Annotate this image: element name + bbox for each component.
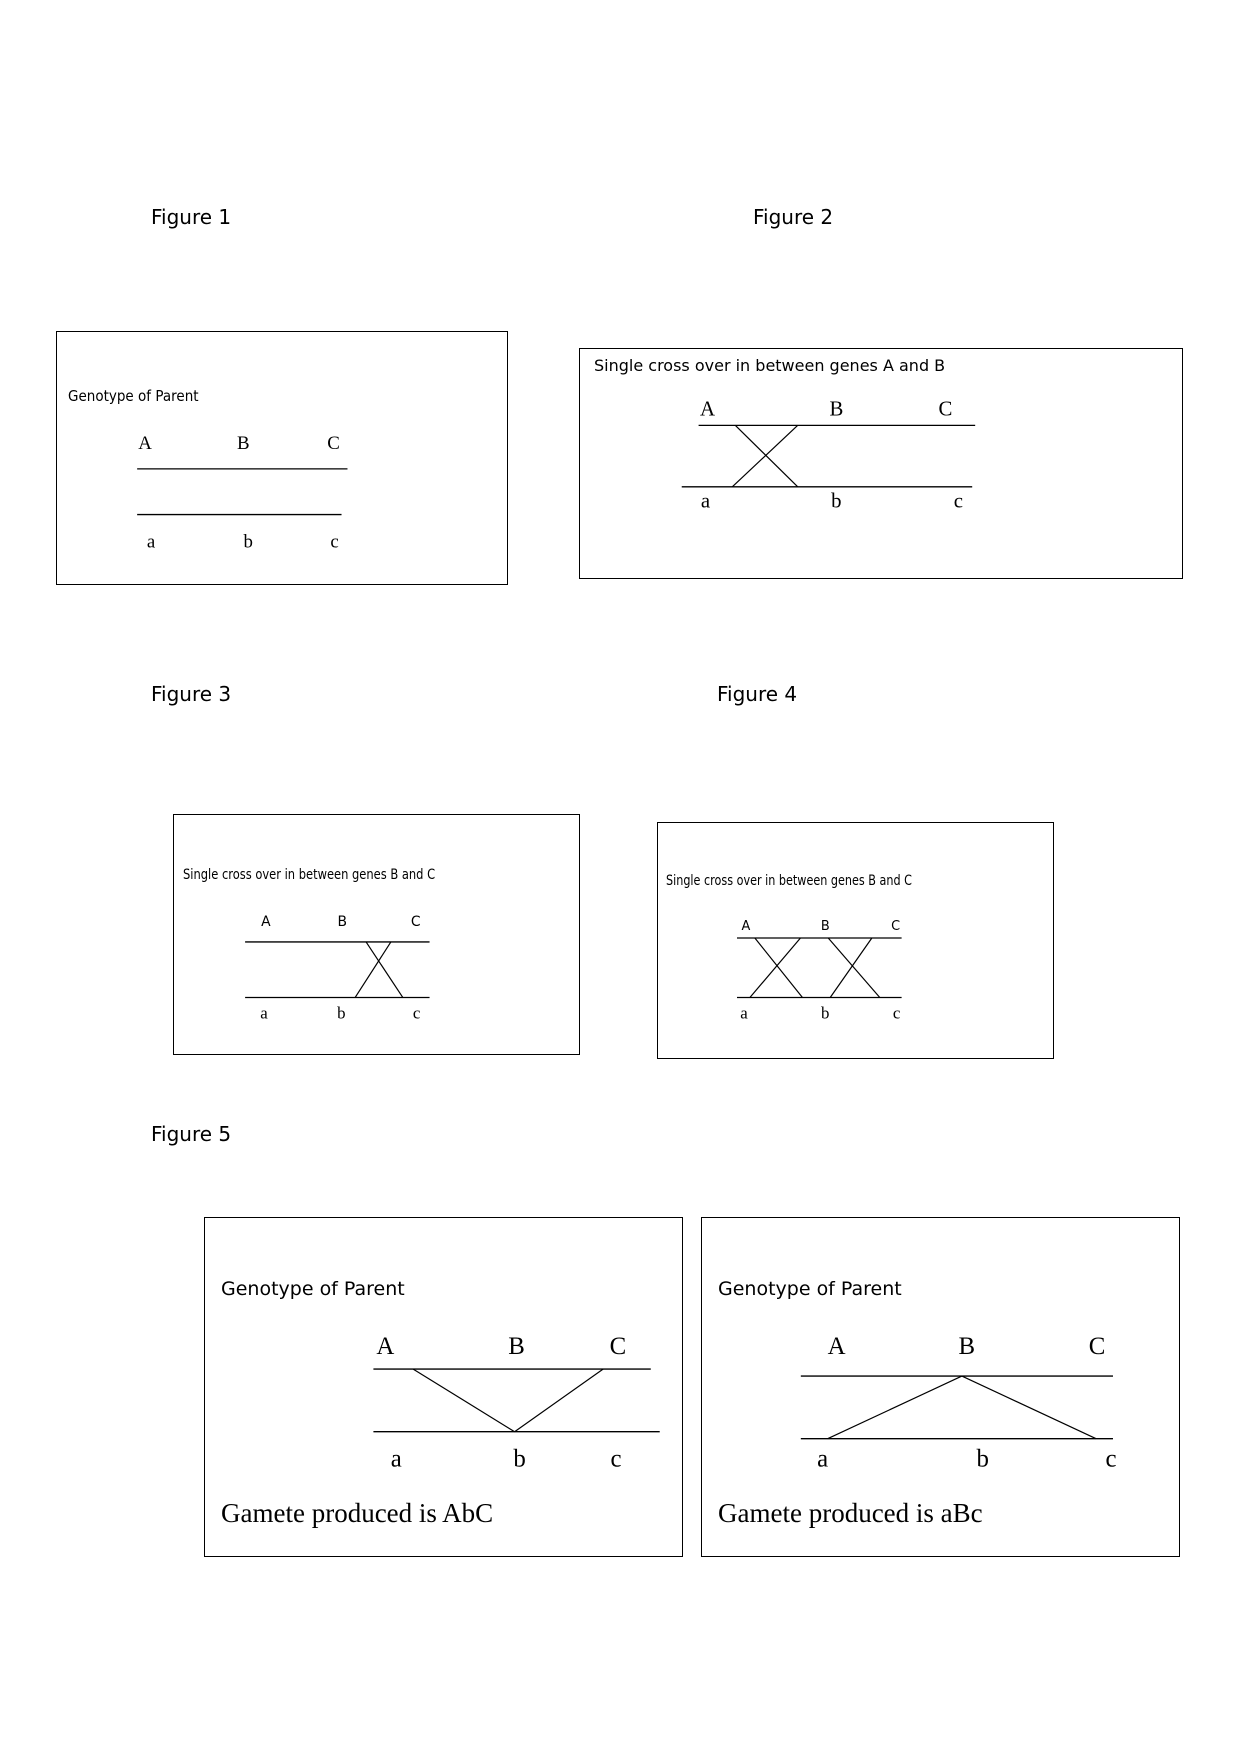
gene-label: c	[953, 488, 963, 513]
gene-label: a	[817, 1445, 829, 1473]
figure-5-right-gamete: Gamete produced is aBc	[718, 1498, 983, 1528]
gene-label: b	[513, 1445, 526, 1473]
gene-label: B	[337, 914, 348, 931]
crossover-line	[962, 1376, 1096, 1439]
crossover-line	[750, 938, 801, 997]
crossover-line	[828, 1376, 962, 1439]
figure-3-diagram	[174, 815, 579, 1054]
figure-1-diagram	[57, 332, 507, 584]
gene-label: C	[1088, 1333, 1106, 1361]
gene-label: B	[237, 433, 250, 455]
gene-label: A	[699, 396, 716, 421]
figure-2-diagram	[580, 349, 1182, 578]
figure-3-title: Single cross over in between genes B and C	[183, 867, 436, 883]
figure-3-panel	[173, 814, 580, 1055]
figure-5-left-title: Genotype of Parent	[221, 1278, 405, 1300]
gene-label: C	[938, 396, 953, 421]
figure-1-panel	[56, 331, 508, 585]
gene-label: A	[261, 914, 271, 931]
gene-label: b	[976, 1445, 989, 1473]
figure-2-title: Single cross over in between genes A and B	[594, 356, 946, 375]
crossover-line	[355, 942, 391, 998]
gene-label: B	[820, 919, 830, 935]
figure-1-title: Genotype of Parent	[68, 387, 199, 405]
gene-label: C	[891, 919, 901, 935]
gene-label: a	[146, 531, 156, 553]
crossover-line	[515, 1369, 603, 1432]
crossover-line	[413, 1369, 514, 1432]
gene-label: a	[260, 1003, 268, 1023]
gene-label: c	[412, 1003, 421, 1023]
gene-label: C	[609, 1333, 627, 1361]
figure-1-caption: Figure 1	[151, 205, 232, 229]
gene-label: C	[410, 914, 421, 931]
figure-2-panel	[579, 348, 1183, 579]
figure-5-right-panel	[701, 1217, 1180, 1557]
gene-label: c	[610, 1445, 622, 1473]
gene-label: A	[376, 1333, 395, 1361]
gene-label: b	[243, 531, 253, 553]
figure-5-right-title: Genotype of Parent	[718, 1278, 902, 1300]
figure-4-diagram	[658, 823, 1053, 1058]
gene-label: B	[958, 1333, 976, 1361]
figure-5-left-panel	[204, 1217, 683, 1557]
figure-4-panel	[657, 822, 1054, 1059]
figure-4-title: Single cross over in between genes B and C	[666, 873, 912, 889]
gene-label: b	[831, 488, 842, 513]
figure-5-caption: Figure 5	[151, 1122, 232, 1146]
gene-label: c	[330, 531, 339, 553]
gene-label: C	[327, 433, 340, 455]
gene-label: a	[740, 1003, 748, 1023]
crossover-line	[366, 942, 403, 998]
gene-label: A	[138, 433, 152, 455]
crossover-line	[755, 938, 803, 997]
gene-label: A	[827, 1333, 846, 1361]
gene-label: A	[741, 919, 751, 935]
gene-label: B	[829, 396, 844, 421]
gene-label: B	[508, 1333, 525, 1361]
gene-label: a	[390, 1445, 402, 1473]
figure-3-caption: Figure 3	[151, 682, 232, 706]
gene-label: c	[892, 1003, 901, 1023]
gene-label: b	[821, 1003, 830, 1023]
figure-5-left-gamete: Gamete produced is AbC	[221, 1498, 494, 1528]
gene-label: c	[1105, 1445, 1117, 1473]
figure-4-caption: Figure 4	[717, 682, 798, 706]
gene-label: a	[700, 488, 711, 513]
figure-2-caption: Figure 2	[753, 205, 834, 229]
gene-label: b	[337, 1003, 346, 1023]
